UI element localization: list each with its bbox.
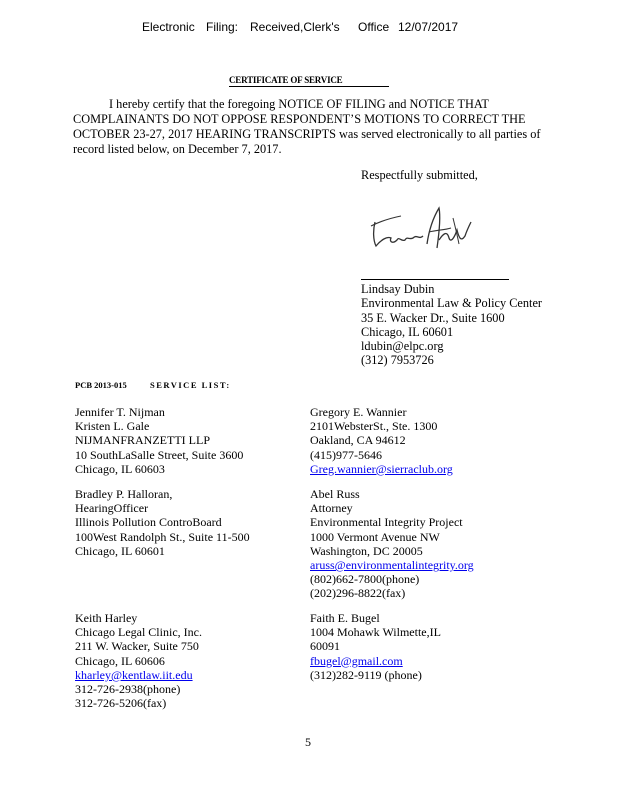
party-line: 1000 Vermont Avenue NW — [310, 529, 440, 544]
party-block — [310, 487, 474, 601]
body-line: COMPLAINANTS DO NOT OPPOSE RESPONDENT’S MOTIONS TO CORRECT THE — [73, 112, 526, 126]
party-line: Chicago, IL 60601 — [75, 543, 165, 558]
party-line: Kristen L. Gale — [75, 419, 150, 434]
party-block — [310, 611, 441, 682]
party-line: Illinois Pollution ControBoard — [75, 515, 222, 530]
body-line: OCTOBER 23-27, 2017 HEARING TRANSCRIPTS was served electronically to all parties of — [73, 127, 541, 141]
closing-text: Respectfully submitted, — [361, 168, 478, 182]
party-line: 60091 — [310, 639, 340, 654]
header-filing: Filing: — [206, 20, 239, 34]
signer-city: Chicago, IL 60601 — [361, 324, 454, 339]
party-email-link[interactable]: aruss@environmentalintegrity.org — [310, 558, 474, 573]
handwritten-signature — [367, 200, 477, 258]
document-title: CERTIFICATE OF SERVICE — [229, 75, 389, 87]
case-number: PCB 2013-015 — [75, 380, 127, 390]
party-block — [75, 405, 243, 476]
body-line: I hereby certify that the foregoing NOTICE OF FILING and NOTICE THAT — [109, 97, 489, 111]
party-email-link[interactable]: kharley@kentlaw.iit.edu — [75, 667, 193, 682]
page-number: 5 — [305, 735, 311, 749]
party-line: Gregory E. Wannier — [310, 405, 407, 419]
signer-org: Environmental Law & Policy Center — [361, 296, 542, 311]
service-list-label: SERVICE LIST: — [150, 380, 231, 390]
certification-paragraph — [73, 97, 553, 157]
header-office: Office — [358, 20, 390, 34]
party-line: Attorney — [310, 501, 353, 516]
signature-line — [361, 279, 509, 280]
party-email-link[interactable]: Greg.wannier@sierraclub.org — [310, 461, 453, 476]
party-line: 1004 Mohawk Wilmette,IL — [310, 625, 441, 640]
party-block — [75, 487, 250, 558]
header-electronic: Electronic — [142, 20, 195, 34]
party-line: (202)296-8822(fax) — [310, 586, 406, 601]
party-line: NIJMANFRANZETTI LLP — [75, 433, 210, 448]
body-line: record listed below, on December 7, 2017. — [73, 142, 282, 156]
party-line: Chicago Legal Clinic, Inc. — [75, 625, 202, 640]
party-line: 10 SouthLaSalle Street, Suite 3600 — [75, 447, 244, 462]
party-line: Oakland, CA 94612 — [310, 433, 406, 448]
party-line: HearingOfficer — [75, 501, 149, 516]
party-line: 100West Randolph St., Suite 11-500 — [75, 529, 250, 544]
header-date: 12/07/2017 — [398, 20, 459, 34]
party-line: Chicago, IL 60606 — [75, 653, 165, 668]
party-line: 312-726-2938(phone) — [75, 682, 181, 697]
party-line: Keith Harley — [75, 611, 138, 625]
signer-phone: (312) 7953726 — [361, 353, 434, 368]
party-line: Abel Russ — [310, 487, 360, 501]
party-line: Jennifer T. Nijman — [75, 405, 165, 419]
party-line: Bradley P. Halloran, — [75, 487, 173, 501]
party-line: Washington, DC 20005 — [310, 543, 423, 558]
party-line: Faith E. Bugel — [310, 611, 380, 625]
signer-block — [361, 282, 542, 368]
header-received-clerks: Received,Clerk's — [250, 20, 340, 34]
signer-street: 35 E. Wacker Dr., Suite 1600 — [361, 310, 505, 325]
party-line: 2101WebsterSt., Ste. 1300 — [310, 419, 438, 434]
party-line: 211 W. Wacker, Suite 750 — [75, 639, 199, 654]
party-line: (415)977-5646 — [310, 447, 382, 462]
party-block — [75, 611, 202, 710]
signer-email: ldubin@elpc.org — [361, 339, 444, 354]
party-line: Chicago, IL 60603 — [75, 461, 165, 476]
party-line: (802)662-7800(phone) — [310, 572, 420, 587]
signer-name: Lindsay Dubin — [361, 282, 435, 296]
party-block — [310, 405, 453, 476]
party-line: (312)282-9119 (phone) — [310, 667, 422, 682]
party-email-link[interactable]: fbugel@gmail.com — [310, 653, 403, 668]
party-line: 312-726-5206(fax) — [75, 696, 167, 711]
party-line: Environmental Integrity Project — [310, 515, 463, 530]
